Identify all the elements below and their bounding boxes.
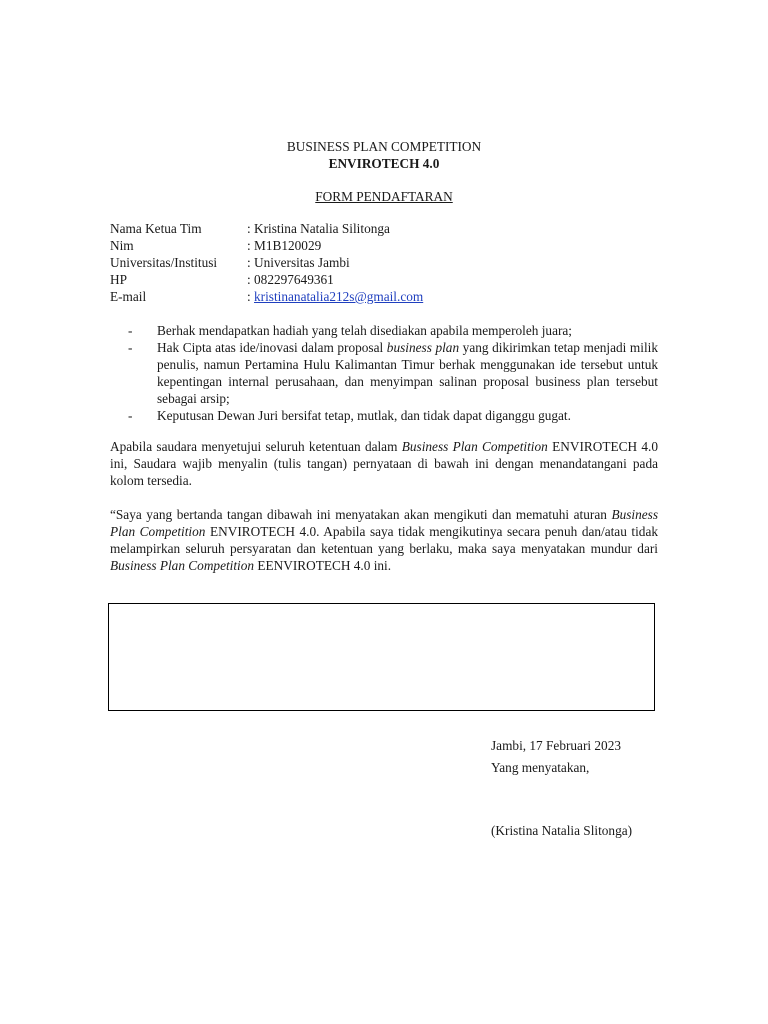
text-part: ENVIROTECH 4.0 ini, Saudara wajib menyalin (tulis tangan) pernyataan di bawah ini dengan menandatangani pada kolom tersedia.: [110, 439, 658, 488]
list-bullet: -: [128, 340, 133, 355]
place-date: Jambi, 17 Februari 2023: [491, 738, 621, 753]
term-text: Berhak mendapatkan hadiah yang telah disediakan apabila memperoleh juara;: [157, 323, 572, 338]
field-value: [247, 288, 423, 305]
term-text-part: yang dikirimkan tetap menjadi milik penulis, namun Pertamina Hulu Kalimantan Timur berhak menggunakan ide tersebut untuk kepentingan internal perusahaan, dan menyimpan salinan proposal business plan tersebut sebagai arsip;: [157, 340, 658, 406]
field-row-university: [110, 254, 670, 271]
field-label: HP: [110, 272, 127, 287]
signer-name: (Kristina Natalia Slitonga): [491, 823, 633, 838]
field-value: : 082297649361: [247, 272, 334, 287]
list-bullet: -: [128, 408, 133, 423]
text-italic: Business Plan Competition: [110, 558, 255, 573]
declarant-label: Yang menyatakan,: [491, 760, 590, 775]
event-title: ENVIROTECH 4.0: [328, 156, 440, 171]
text-italic: Business Plan Competition: [401, 439, 548, 454]
form-title: FORM PENDAFTARAN: [315, 189, 453, 204]
text-italic: Business Plan Competition: [110, 507, 658, 539]
field-label: Nama Ketua Tim: [110, 221, 202, 236]
handwritten-statement-box[interactable]: [108, 603, 655, 711]
email-colon: :: [247, 289, 255, 304]
field-row-phone: [110, 271, 670, 288]
term-text-part: Hak Cipta atas ide/inovasi dalam proposal: [157, 340, 387, 355]
field-label: Universitas/Institusi: [110, 255, 218, 270]
statement-paragraph: [110, 506, 658, 574]
list-bullet: -: [128, 323, 133, 338]
list-item: [128, 339, 658, 407]
field-label: Nim: [110, 238, 134, 253]
field-value: : M1B120029: [247, 238, 322, 253]
list-item: [128, 322, 658, 339]
field-value: : Kristina Natalia Silitonga: [247, 221, 390, 236]
field-row-email: [110, 288, 670, 305]
term-text: [157, 339, 658, 407]
text-part: Apabila saudara menyetujui seluruh ketentuan dalam: [110, 439, 402, 454]
field-value: : Universitas Jambi: [247, 255, 350, 270]
field-row-team-leader: [110, 220, 670, 237]
term-text-italic: business plan: [386, 340, 460, 355]
term-text: Keputusan Dewan Juri bersifat tetap, mutlak, dan tidak dapat diganggu gugat.: [157, 408, 571, 423]
text-part: ENVIROTECH 4.0. Apabila saya tidak mengikutinya secara penuh dan/atau tidak melampirkan seluruh persyaratan dan ketentuan yang berlaku, maka saya menyatakan mundur dari: [110, 524, 659, 556]
email-link[interactable]: kristinanatalia212s@gmail.com: [254, 289, 424, 304]
text-part: “Saya yang bertanda tangan dibawah ini menyatakan akan mengikuti dan mematuhi aturan: [110, 507, 612, 522]
list-item: [128, 407, 658, 424]
terms-list: [128, 322, 658, 424]
registration-fields: [110, 220, 670, 305]
agreement-paragraph: [110, 438, 658, 489]
competition-title: BUSINESS PLAN COMPETITION: [286, 139, 482, 154]
field-label: E-mail: [110, 289, 147, 304]
text-part: EENVIROTECH 4.0 ini.: [254, 558, 392, 573]
field-row-nim: [110, 237, 670, 254]
